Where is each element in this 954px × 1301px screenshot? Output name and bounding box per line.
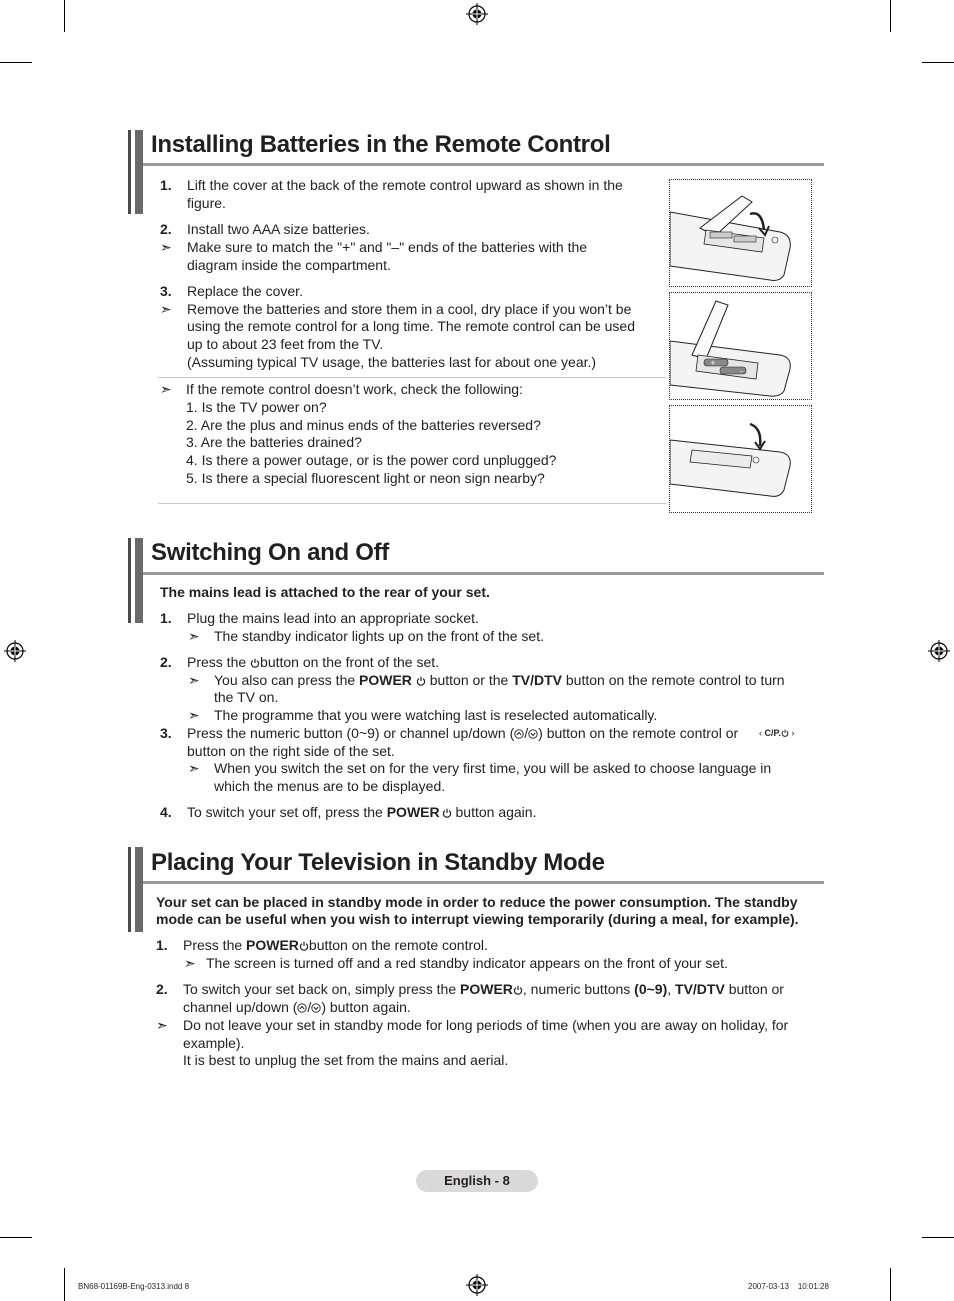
section-bar xyxy=(128,130,131,214)
note-text-part: You also can press the xyxy=(214,672,360,688)
battery-minus-icon: – xyxy=(740,367,744,375)
note-text: The screen is turned off and a red standby indicator appears on the front of your set. xyxy=(206,955,728,971)
power-icon xyxy=(513,985,523,995)
crop-mark xyxy=(64,1268,65,1301)
step-text-part: ) button again. xyxy=(321,999,411,1015)
remote-open-cover-illustration xyxy=(670,180,811,286)
power-label: POWER xyxy=(460,981,513,997)
step-text-part: button or xyxy=(724,981,784,997)
step-number: 2. xyxy=(156,981,168,997)
registration-mark-icon xyxy=(928,640,950,662)
step-number: 1. xyxy=(160,610,172,626)
crop-mark xyxy=(890,0,891,32)
step-number: 3. xyxy=(160,283,172,299)
step-text xyxy=(187,725,738,743)
note-text-part: button on the remote control to turn xyxy=(562,672,785,688)
tvdtv-label: TV/DTV xyxy=(675,981,725,997)
step-text-part: Press the xyxy=(187,654,251,670)
note-arrow-icon: ➣ xyxy=(188,672,200,688)
remote-batteries-illustration xyxy=(670,293,811,399)
note-arrow-icon: ➣ xyxy=(188,707,200,723)
power-icon xyxy=(416,676,426,686)
step-text-part: Press the xyxy=(183,937,247,953)
divider xyxy=(158,503,666,504)
chevron-left-icon: ‹ xyxy=(759,728,765,738)
step-text-part: , xyxy=(667,981,676,997)
crop-mark xyxy=(0,1237,32,1238)
step-text xyxy=(187,804,536,822)
cp-label: C/P. xyxy=(764,728,781,738)
section-rule xyxy=(143,163,824,166)
note-text xyxy=(214,672,785,690)
step-number: 1. xyxy=(160,177,172,193)
power-icon xyxy=(781,729,789,737)
section-title-batteries: Installing Batteries in the Remote Control xyxy=(151,131,611,158)
troubleshoot-line: 3. Are the batteries drained? xyxy=(186,434,362,450)
channel-down-icon xyxy=(528,729,538,739)
step-text-part: , numeric buttons xyxy=(522,981,635,997)
section-bar xyxy=(135,130,143,214)
channel-up-icon xyxy=(514,729,524,739)
note-text: which the menus are to be displayed. xyxy=(214,778,446,794)
remote-close-cover-illustration xyxy=(670,406,811,512)
crop-mark xyxy=(890,1268,891,1301)
troubleshoot-line: 4. Is there a power outage, or is the power cord unplugged? xyxy=(186,452,557,468)
note-arrow-icon: ➣ xyxy=(160,239,172,255)
step-text: Plug the mains lead into an appropriate socket. xyxy=(187,610,479,626)
note-arrow-icon: ➣ xyxy=(188,628,200,644)
figure-open-cover xyxy=(669,179,812,287)
note-text: It is best to unplug the set from the mains and aerial. xyxy=(183,1052,509,1068)
troubleshoot-line: 5. Is there a special fluorescent light or neon sign nearby? xyxy=(186,470,545,486)
step-text-part: To switch your set back on, simply press the xyxy=(183,981,460,997)
note-text: diagram inside the compartment. xyxy=(187,257,391,273)
section-bar xyxy=(135,538,143,623)
step-number: 3. xyxy=(160,725,172,741)
troubleshoot-line: 2. Are the plus and minus ends of the batteries reversed? xyxy=(186,417,541,433)
step-number: 1. xyxy=(156,937,168,953)
section-bar xyxy=(135,847,143,932)
crop-mark xyxy=(922,1237,954,1238)
chevron-right-icon: › xyxy=(788,728,795,738)
step-text xyxy=(183,999,411,1017)
step-text: Install two AAA size batteries. xyxy=(187,221,370,237)
figure-insert-batteries xyxy=(669,292,812,400)
registration-mark-icon xyxy=(466,1274,488,1296)
power-label: POWER xyxy=(386,804,440,820)
divider xyxy=(158,377,666,378)
note-arrow-icon: ➣ xyxy=(188,760,200,776)
power-icon xyxy=(250,658,260,668)
power-icon xyxy=(442,808,452,818)
section-title-switching: Switching On and Off xyxy=(151,539,389,566)
cp-button-icon xyxy=(759,728,794,738)
note-text: The programme that you were watching last is reselected automatically. xyxy=(214,707,658,723)
step-text xyxy=(183,981,784,999)
channel-up-icon xyxy=(297,1003,307,1013)
step-number: 2. xyxy=(160,654,172,670)
step-text: Lift the cover at the back of the remote control upward as shown in the xyxy=(187,177,623,193)
crop-mark xyxy=(922,62,954,63)
figure-close-cover xyxy=(669,405,812,513)
step-number: 2. xyxy=(160,221,172,237)
step-text xyxy=(187,654,439,672)
section-rule xyxy=(143,572,824,575)
note-text: Make sure to match the "+" and "–" ends of the batteries with the xyxy=(187,239,588,255)
page-number-badge: English - 8 xyxy=(416,1170,538,1192)
note-text: (Assuming typical TV usage, the batteries last for about one year.) xyxy=(187,354,597,370)
section-rule xyxy=(143,881,824,884)
section-bar xyxy=(128,847,131,932)
note-text: When you switch the set on for the very first time, you will be asked to choose language in xyxy=(214,760,772,776)
section-bar xyxy=(128,538,131,623)
step-text: button on the right side of the set. xyxy=(187,743,395,759)
note-text: The standby indicator lights up on the front of the set. xyxy=(214,628,544,644)
file-slug: BN68-01169B-Eng-0313.indd 8 xyxy=(78,1282,190,1291)
intro-text: The mains lead is attached to the rear of your set. xyxy=(160,584,490,600)
power-label: POWER xyxy=(246,937,299,953)
section-title-standby: Placing Your Television in Standby Mode xyxy=(151,849,605,876)
note-text: using the remote control for a long time. The remote control can be used xyxy=(187,318,635,334)
step-text xyxy=(183,937,488,955)
date-slug: 2007-03-13 10:01:28 xyxy=(748,1282,829,1291)
step-text: Replace the cover. xyxy=(187,283,303,299)
note-arrow-icon: ➣ xyxy=(160,381,172,397)
registration-mark-icon xyxy=(466,3,488,25)
step-text-part: To switch your set off, press the xyxy=(187,804,387,820)
note-text: the TV on. xyxy=(214,689,279,705)
note-arrow-icon: ➣ xyxy=(156,1017,168,1033)
troubleshoot-line: If the remote control doesn’t work, check the following: xyxy=(186,381,523,397)
note-text-part: button or the xyxy=(425,672,513,688)
note-text: example). xyxy=(183,1035,245,1051)
step-text-part: button again. xyxy=(451,804,537,820)
power-icon xyxy=(299,941,309,951)
step-text-part: button on the remote control. xyxy=(308,937,488,953)
step-text-part: channel up/down ( xyxy=(183,999,298,1015)
step-text-part: ) button on the remote control or xyxy=(538,725,739,741)
power-label: POWER xyxy=(359,672,412,688)
step-text: figure. xyxy=(187,195,226,211)
tvdtv-label: TV/DTV xyxy=(512,672,562,688)
slash: / xyxy=(524,725,529,741)
battery-plus-icon: + xyxy=(710,359,716,367)
step-text-part: Press the numeric button (0~9) or channel up/down ( xyxy=(187,725,515,741)
note-text: Remove the batteries and store them in a cool, dry place if you won’t be xyxy=(187,301,632,317)
intro-text: mode can be useful when you wish to interrupt viewing temporarily (during a meal, for example). xyxy=(156,911,799,927)
intro-text: Your set can be placed in standby mode in order to reduce the power consumption. The standby xyxy=(156,894,798,910)
numeric-label: (0~9) xyxy=(634,981,668,997)
troubleshoot-line: 1. Is the TV power on? xyxy=(186,399,327,415)
note-arrow-icon: ➣ xyxy=(160,301,172,317)
slash: / xyxy=(307,999,312,1015)
note-text: Do not leave your set in standby mode for long periods of time (when you are away on holiday, for xyxy=(183,1017,789,1033)
step-text-part: button on the front of the set. xyxy=(260,654,440,670)
crop-mark xyxy=(64,0,65,32)
crop-mark xyxy=(0,62,32,63)
note-arrow-icon: ➣ xyxy=(184,955,196,971)
note-text: up to about 23 feet from the TV. xyxy=(187,336,384,352)
step-number: 4. xyxy=(160,804,172,820)
registration-mark-icon xyxy=(4,640,26,662)
channel-down-icon xyxy=(311,1003,321,1013)
